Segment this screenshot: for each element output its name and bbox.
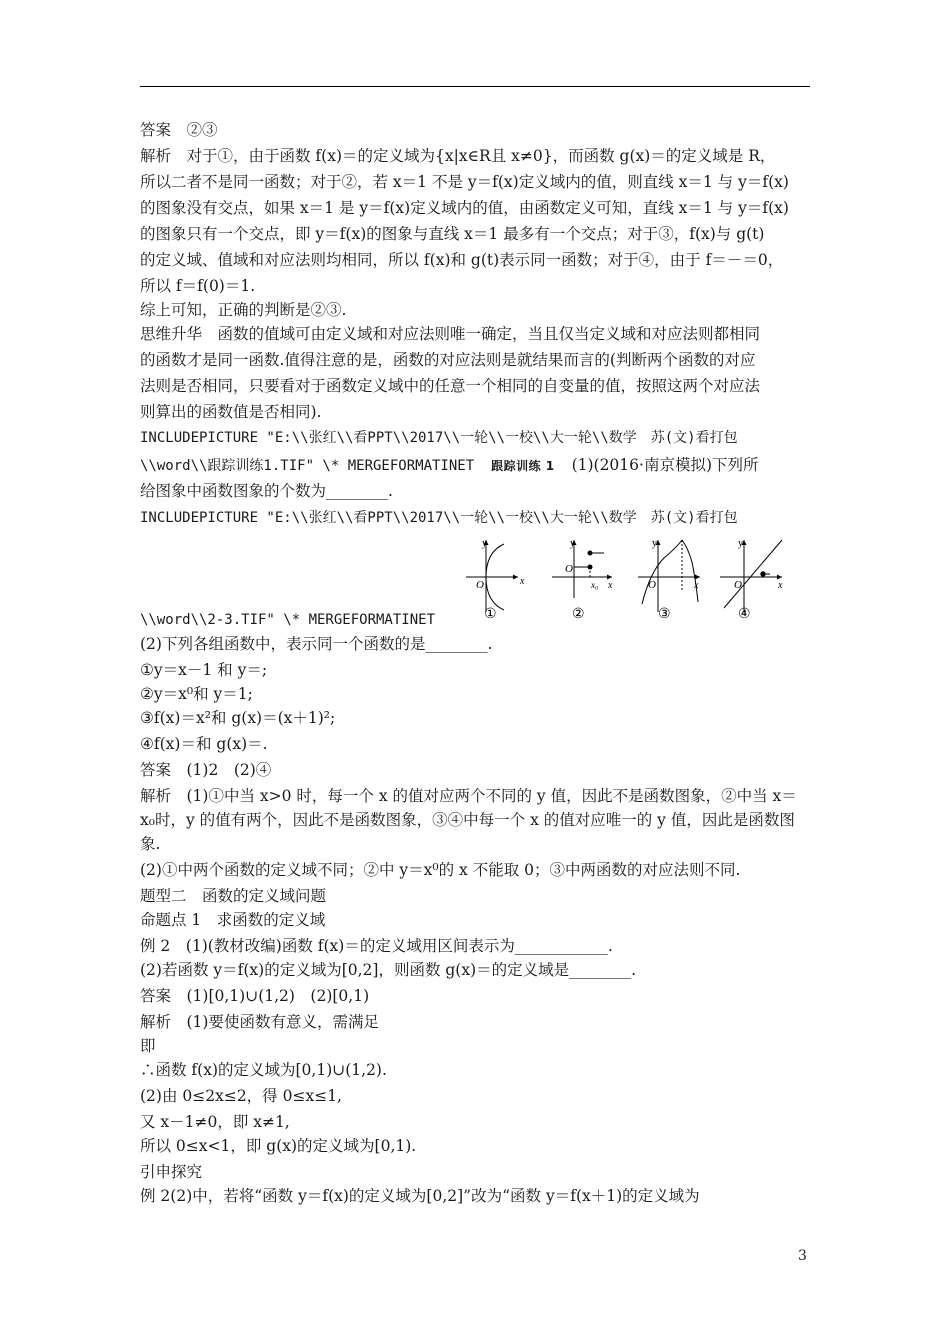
text-line: 所以 0≤x<1，即 g(x)的定义域为[0,1).: [140, 1137, 417, 1155]
text-line: 法则是否相同，只要看对于函数定义域中的任意一个相同的自变量的值，按照这两个对应法: [140, 377, 761, 395]
text-line: 例 2(2)中，若将“函数 y＝f(x)的定义域为[0,2]”改为“函数 y＝f(x＋1)的定义域为: [140, 1187, 700, 1205]
text-line: x₀时，y 的值有两个，因此不是函数图象，③④中每一个 x 的值对应唯一的 y 值，因此是函数图: [140, 811, 795, 829]
field-code-line: INCLUDEPICTURE "E:\\张红\\看PPT\\2017\\一轮\\一校\\大一轮\\数学 苏(文)看打包: [140, 510, 738, 526]
text-line: [140, 453, 812, 478]
field-code-text: \\word\\跟踪训练1.TIF" \* MERGEFORMATINET: [140, 458, 475, 474]
text-line: ③f(x)＝x²和 g(x)＝(x＋1)²;: [140, 709, 336, 727]
function-graphs-figure: [462, 532, 812, 628]
field-code-line: INCLUDEPICTURE "E:\\张红\\看PPT\\2017\\一轮\\一校\\大一轮\\数学 苏(文)看打包: [140, 430, 738, 446]
text-line: 又 x－1≠0，即 x≠1,: [140, 1113, 290, 1131]
text-line: ∴函数 f(x)的定义域为[0,1)∪(1,2).: [140, 1061, 387, 1079]
text-line: 象.: [140, 835, 161, 853]
text-line: (2)若函数 y＝f(x)的定义域为[0,2]，则函数 g(x)＝的定义域是________.: [140, 961, 637, 979]
graph-4: [720, 538, 783, 622]
section-heading: 题型二 函数的定义域问题: [140, 887, 327, 905]
text-line: 解析 对于①，由于函数 f(x)＝的定义域为{x|x∈R且 x≠0}，而函数 g(x)＝的定义域是 R，: [140, 147, 776, 165]
text-line: ①y＝x－1 和 y＝;: [140, 661, 268, 679]
text-line: 答案 (1)[0,1)∪(1,2) (2)[0,1): [140, 987, 370, 1005]
text-line: 的图象只有一个交点，即 y＝f(x)的图象与直线 x＝1 最多有一个交点；对于③，f(x)与 g(t): [140, 225, 765, 243]
graph-3: [638, 538, 700, 622]
x-axis-label: x: [608, 580, 613, 591]
graph-caption: ④: [738, 607, 751, 622]
text-line: 所以 f＝f(0)＝1.: [140, 277, 256, 295]
text-line: (2)①中两个函数的定义域不同；②中 y＝x⁰的 x 不能取 0；③中两函数的对应法则不同.: [140, 861, 741, 879]
y-axis-label: y: [482, 538, 487, 549]
text-line: 则算出的函数值是否相同).: [140, 403, 322, 421]
question-text: (1)(2016·南京模拟)下列所: [571, 456, 759, 474]
text-line: 答案 (1)2 (2)④: [140, 761, 272, 779]
text-line: 的定义域、值域和对应法则均相同，所以 f(x)和 g(t)表示同一函数；对于④，由于 f＝－＝0，: [140, 251, 784, 269]
x0-label: x₀: [591, 580, 599, 590]
text-line: (2)下列各组函数中，表示同一个函数的是________.: [140, 635, 493, 653]
page-number: 3: [798, 1248, 807, 1264]
text-line: 答案 ②③: [140, 121, 218, 139]
y-axis-label: y: [738, 538, 743, 549]
tracking-training-badge: 跟踪训练 1: [491, 459, 555, 473]
text-line: 思维升华 函数的值域可由定义域和对应法则唯一确定，当且仅当定义域和对应法则都相同: [140, 325, 761, 343]
text-line: 解析 (1)要使函数有意义，需满足: [140, 1013, 379, 1031]
x-axis-label: x: [694, 580, 699, 591]
text-line: ②y＝x⁰和 y＝1;: [140, 685, 253, 703]
header-rule: [140, 86, 810, 87]
y-axis-label: y: [652, 538, 657, 549]
x-axis-label: x: [520, 576, 525, 587]
graph-2: [552, 538, 613, 622]
text-line: 命题点 1 求函数的定义域: [140, 911, 326, 929]
x-axis-label: x: [778, 580, 783, 591]
text-line: 解析 (1)①中当 x>0 时，每一个 x 的值对应两个不同的 y 值，因此不是函数图象，②中当 x＝: [140, 787, 797, 805]
graph-caption: ①: [484, 607, 497, 622]
text-line: 引申探究: [140, 1163, 203, 1181]
text-line: 给图象中函数图象的个数为________.: [140, 482, 393, 500]
text-line: 即: [140, 1037, 156, 1055]
origin-label: O: [565, 563, 573, 575]
origin-label: O: [734, 579, 742, 591]
y-axis-label: y: [570, 538, 575, 549]
origin-label: O: [648, 579, 656, 591]
field-code-line: \\word\\2-3.TIF" \* MERGEFORMATINET: [140, 612, 436, 628]
text-line: 例 2 (1)(教材改编)函数 f(x)＝的定义域用区间表示为____________.: [140, 937, 613, 955]
text-line: 的图象没有交点，如果 x＝1 是 y＝f(x)定义域内的值，由函数定义可知，直线 x＝1 与 y＝f(x): [140, 199, 789, 217]
graph-1: [466, 538, 525, 622]
text-line: 所以二者不是同一函数；对于②，若 x＝1 不是 y＝f(x)定义域内的值，则直线 x＝1 与 y＝f(x): [140, 173, 789, 191]
text-line: 综上可知，正确的判断是②③.: [140, 301, 347, 319]
text-line: 的函数才是同一函数.值得注意的是，函数的对应法则是就结果而言的(判断两个函数的对应: [140, 351, 756, 369]
text-line: (2)由 0≤2x≤2，得 0≤x≤1,: [140, 1087, 342, 1105]
text-line: ④f(x)＝和 g(x)＝.: [140, 735, 268, 753]
graph-caption: ②: [572, 607, 585, 622]
origin-label: O: [476, 579, 484, 591]
graph-caption: ③: [658, 607, 671, 622]
